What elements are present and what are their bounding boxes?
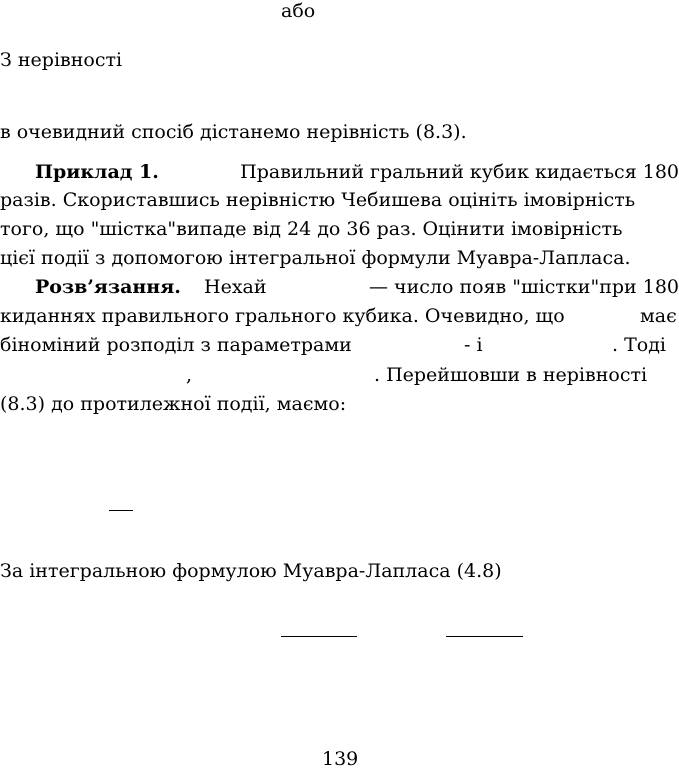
solution-line-2-text: киданнях правильного грального кубика. Очевидно, що — [0, 305, 565, 327]
solution-line-2-maie: має — [640, 305, 677, 327]
solution-line-3-dash: - і — [464, 334, 483, 356]
formula-fraction-bar-right — [446, 636, 523, 637]
text-za-integr: За інтегральною формулою Муавра-Лапласа (4.8) — [0, 560, 502, 582]
page-number: 139 — [322, 748, 359, 770]
text-z-nerivnosti: З нерівності — [0, 49, 123, 71]
solution-nekhai: Нехай — [204, 276, 267, 298]
example-1-line-1-text: Правильний гральний кубик кидається 180 — [240, 161, 679, 183]
solution-line-4-text: . Перейшовши в нерівності — [374, 364, 648, 386]
text-v-ochevydnyi: в очевидний спосіб дістанемо нерівність (8.3). — [0, 121, 467, 143]
formula-fraction-bar — [109, 510, 133, 511]
example-1-line-2: разів. Скориставшись нерівністю Чебишева оцініть імовірність — [0, 189, 636, 211]
example-1-line-3: того, що "шістка"випаде від 24 до 36 раз. Оцінити імовірність — [0, 218, 623, 240]
solution-line-5: (8.3) до протилежної події, маємо: — [0, 393, 347, 415]
solution-line-1-text: — число появ "шістки"при 180 — [369, 276, 679, 298]
solution-line-4-comma: , — [186, 364, 193, 386]
example-1-line-4: цієї події з допомогою інтегральної формули Муавра-Лапласа. — [0, 247, 631, 269]
solution-line-3-text: біноміний розподіл з параметрами — [0, 334, 352, 356]
formula-fraction-bar-left — [281, 636, 357, 637]
text-abo: або — [281, 0, 316, 22]
example-1-line-1 — [35, 161, 679, 183]
example-1-label: Приклад 1. — [35, 161, 159, 183]
solution-label: Розв’язання. — [35, 276, 181, 298]
solution-line-3-todi: . Тоді — [612, 334, 666, 356]
